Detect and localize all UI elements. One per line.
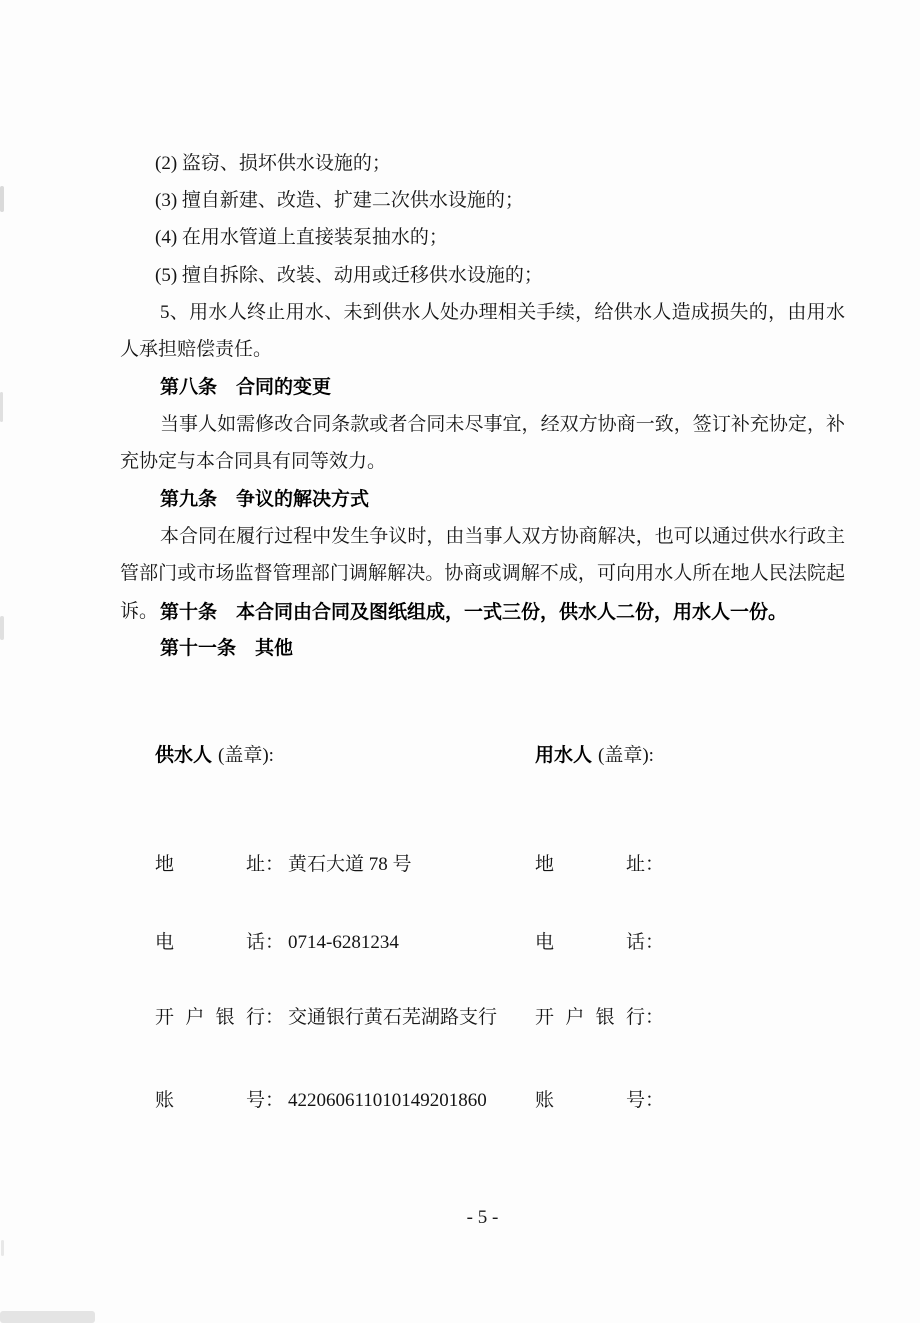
supplier-account-value: 422060611010149201860 — [288, 1090, 487, 1111]
account-label: 账号 — [155, 1090, 265, 1111]
paragraph-liability: 5、用水人终止用水、未到供水人处办理相关手续，给供水人造成损失的，由用水人承担赔偿责任。 — [120, 302, 845, 361]
clause-item-3: (3) 擅自新建、改造、扩建二次供水设施的； — [155, 190, 524, 211]
consumer-phone-row — [535, 929, 668, 956]
article-8-paragraph: 当事人如需修改合同条款或者合同未尽事宜，经双方协商一致，签订补充协定，补充协定与本合同具有同等效力。 — [120, 414, 845, 473]
consumer-seal-label: (盖章): — [598, 745, 654, 766]
scan-artifact — [0, 186, 4, 212]
clause-item-4: (4) 在用水管道上直接装泵抽水的； — [155, 227, 448, 248]
supplier-party-name: 供水人 — [155, 745, 213, 766]
consumer-party-name: 用水人 — [535, 745, 593, 766]
scan-artifact — [0, 392, 3, 422]
supplier-bank-value: 交通银行黄石芜湖路支行 — [288, 1007, 498, 1028]
supplier-bank-row — [155, 1004, 497, 1031]
consumer-address-row — [535, 851, 668, 878]
phone-label: 电话 — [155, 932, 265, 953]
address-label: 地址 — [155, 854, 265, 875]
bank-label: 开户银行 — [155, 1007, 265, 1028]
account-label: 账号 — [535, 1090, 645, 1111]
bank-label: 开户银行 — [535, 1007, 645, 1028]
label-colon: ： — [645, 932, 665, 953]
supplier-address-value: 黄石大道 78 号 — [288, 854, 412, 875]
supplier-party-header — [155, 742, 274, 769]
clause-item-5: (5) 擅自拆除、改装、动用或迁移供水设施的； — [155, 265, 543, 286]
label-colon: ： — [645, 1007, 665, 1028]
supplier-seal-label: (盖章): — [218, 745, 274, 766]
consumer-party-header — [535, 742, 654, 769]
scan-artifact — [0, 616, 4, 640]
clause-item-2: (2) 盗窃、损坏供水设施的； — [155, 153, 391, 174]
label-colon: ： — [645, 854, 665, 875]
label-colon: ： — [265, 932, 285, 953]
consumer-account-row — [535, 1087, 668, 1114]
page-number: - 5 - — [466, 1207, 499, 1228]
scan-artifact — [1, 1240, 4, 1256]
article-9-heading: 第九条 争议的解决方式 — [160, 489, 370, 510]
supplier-address-row — [155, 851, 412, 878]
supplier-phone-value: 0714-6281234 — [288, 932, 399, 953]
article-9-paragraph: 本合同在履行过程中发生争议时，由当事人双方协商解决，也可以通过供水行政主管部门或市场监督管理部门调解解决。协商或调解不成，可向用水人所在地人民法院起诉。 — [120, 526, 845, 622]
article-10-clause: 第十条 本合同由合同及图纸组成，一式三份，供水人二份，用水人一份。 — [160, 602, 788, 623]
label-colon: ： — [645, 1090, 665, 1111]
label-colon: ： — [265, 854, 285, 875]
label-colon: ： — [265, 1090, 285, 1111]
supplier-phone-row — [155, 929, 399, 956]
address-label: 地址 — [535, 854, 645, 875]
article-11-heading: 第十一条 其他 — [160, 638, 294, 659]
label-colon: ： — [265, 1007, 285, 1028]
article-8-heading: 第八条 合同的变更 — [160, 377, 332, 398]
phone-label: 电话 — [535, 932, 645, 953]
consumer-bank-row — [535, 1004, 668, 1031]
supplier-account-row — [155, 1087, 487, 1114]
scan-artifact — [0, 1311, 95, 1323]
